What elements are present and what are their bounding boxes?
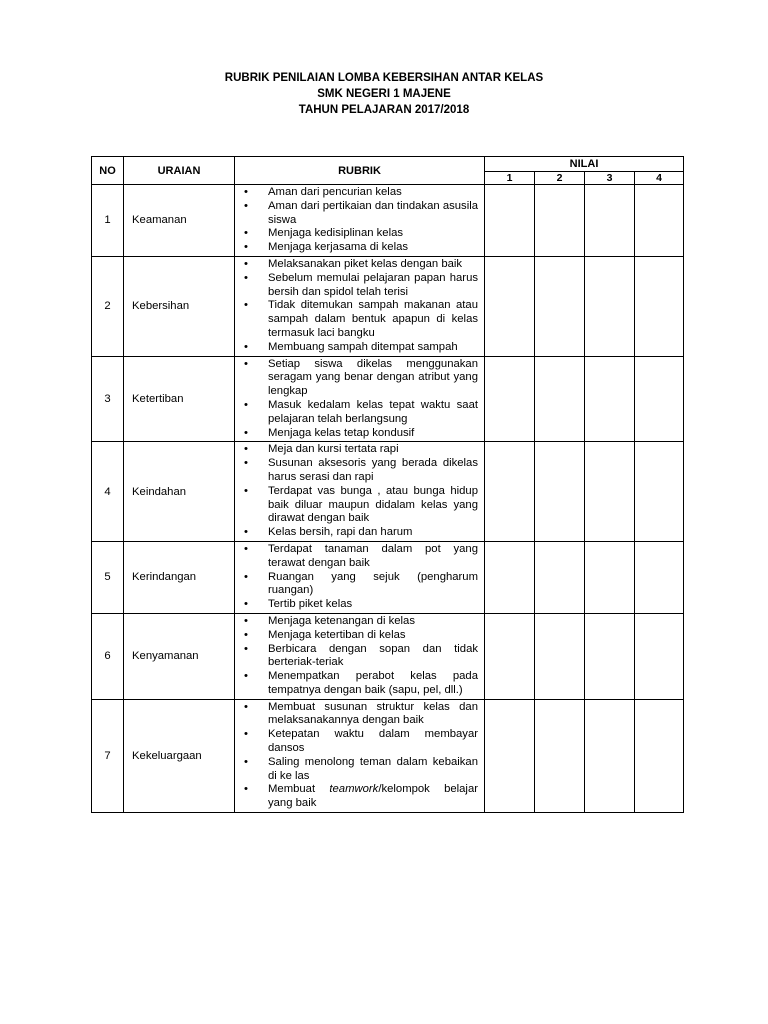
score-cell-4[interactable] bbox=[635, 256, 684, 356]
score-cell-4[interactable] bbox=[635, 442, 684, 542]
bullet-icon: • bbox=[244, 728, 248, 741]
rubric-cell bbox=[235, 185, 485, 257]
rubric-item bbox=[235, 756, 478, 784]
rubric-item-text-italic: teamwork bbox=[329, 783, 379, 796]
rubric-item bbox=[235, 643, 478, 671]
score-cell-2[interactable] bbox=[535, 699, 585, 812]
header-uraian: URAIAN bbox=[124, 157, 235, 185]
bullet-icon: • bbox=[244, 443, 248, 456]
rubric-item bbox=[235, 258, 478, 272]
rubric-item-text: Terdapat tanaman dalam pot yang terawat dengan baik bbox=[268, 542, 478, 569]
score-cell-3[interactable] bbox=[585, 442, 635, 542]
score-cell-1[interactable] bbox=[485, 699, 535, 812]
rubric-item-text: Meja dan kursi tertata rapi bbox=[268, 443, 399, 456]
rubric-item-text: Menjaga kerjasama di kelas bbox=[268, 241, 409, 254]
bullet-icon: • bbox=[244, 241, 248, 254]
table-row bbox=[92, 699, 684, 812]
rubric-item-text: Menjaga ketertiban di kelas bbox=[268, 628, 406, 641]
nilai-score-2: 2 bbox=[535, 172, 585, 185]
rubric-item bbox=[235, 629, 478, 643]
bullet-icon: • bbox=[244, 570, 248, 583]
rubric-list bbox=[235, 443, 478, 540]
table-row bbox=[92, 442, 684, 542]
rubric-item bbox=[235, 399, 478, 427]
table-row bbox=[92, 541, 684, 613]
bullet-icon: • bbox=[244, 257, 248, 270]
row-number: 4 bbox=[92, 442, 124, 542]
criterion-name: Kebersihan bbox=[124, 256, 235, 356]
rubric-list bbox=[235, 258, 478, 355]
bullet-icon: • bbox=[244, 357, 248, 370]
criterion-name: Ketertiban bbox=[124, 356, 235, 442]
rubric-item bbox=[235, 526, 478, 540]
nilai-score-4: 4 bbox=[635, 172, 684, 185]
score-cell-3[interactable] bbox=[585, 256, 635, 356]
bullet-icon: • bbox=[244, 186, 248, 198]
bullet-icon: • bbox=[244, 614, 248, 627]
rubric-item-text: Tertib piket kelas bbox=[268, 598, 353, 611]
score-cell-4[interactable] bbox=[635, 356, 684, 442]
score-cell-3[interactable] bbox=[585, 541, 635, 613]
rubric-item bbox=[235, 427, 478, 441]
bullet-icon: • bbox=[244, 199, 248, 212]
score-cell-2[interactable] bbox=[535, 541, 585, 613]
score-cell-2[interactable] bbox=[535, 356, 585, 442]
rubric-item-text: Kelas bersih, rapi dan harum bbox=[268, 526, 413, 539]
score-cell-2[interactable] bbox=[535, 256, 585, 356]
score-cell-2[interactable] bbox=[535, 185, 585, 257]
header-nilai: NILAI bbox=[485, 157, 684, 172]
rubric-item bbox=[235, 543, 478, 571]
row-number: 3 bbox=[92, 356, 124, 442]
rubric-item-text: Ketepatan waktu dalam membayar dansos bbox=[268, 728, 478, 755]
rubric-item-text: Aman dari pencurian kelas bbox=[268, 186, 402, 198]
rubric-item-text: Masuk kedalam kelas tepat waktu saat pelajaran telah berlangsung bbox=[268, 398, 478, 425]
rubric-cell bbox=[235, 541, 485, 613]
rubric-item bbox=[235, 571, 478, 599]
school-name: SMK NEGERI 1 MAJENE bbox=[317, 88, 451, 100]
academic-year: TAHUN PELAJARAN 2017/2018 bbox=[298, 104, 470, 116]
rubric-list bbox=[235, 358, 478, 441]
rubric-item-text: Membuang sampah ditempat sampah bbox=[268, 340, 458, 353]
score-cell-4[interactable] bbox=[635, 185, 684, 257]
rubric-item-text: Terdapat vas bunga , atau bunga hidup baik diluar maupun didalam kelas yang dirawat dengan baik bbox=[268, 484, 478, 525]
score-cell-1[interactable] bbox=[485, 356, 535, 442]
rubric-item bbox=[235, 783, 478, 811]
table-row bbox=[92, 356, 684, 442]
rubric-item-text: Tidak ditemukan sampah makanan atau sampah dalam bentuk apapun di kelas termasuk laci bangku bbox=[268, 299, 478, 339]
bullet-icon: • bbox=[244, 227, 248, 240]
rubric-item-text-after: /kelompok belajar yang baik bbox=[268, 783, 478, 810]
rubric-item-text: Sebelum memulai pelajaran papan harus bersih dan spidol telah terisi bbox=[268, 271, 478, 298]
bullet-icon: • bbox=[244, 783, 248, 796]
rubric-item-text: Membuat susunan struktur kelas dan melaksanakannya dengan baik bbox=[268, 700, 478, 727]
rubric-item bbox=[235, 227, 478, 241]
rubric-cell bbox=[235, 356, 485, 442]
bullet-icon: • bbox=[244, 700, 248, 713]
rubric-item-text: Menjaga kelas tetap kondusif bbox=[268, 426, 415, 439]
header-no: NO bbox=[92, 157, 124, 185]
bullet-icon: • bbox=[244, 628, 248, 641]
bullet-icon: • bbox=[244, 340, 248, 353]
criterion-name: Kenyamanan bbox=[124, 613, 235, 699]
bullet-icon: • bbox=[244, 526, 248, 539]
rubric-item-text: Berbicara dengan sopan dan tidak berteriak-teriak bbox=[268, 642, 478, 669]
rubric-item bbox=[235, 341, 478, 355]
rubric-list bbox=[235, 615, 478, 698]
table-row bbox=[92, 613, 684, 699]
bullet-icon: • bbox=[244, 426, 248, 439]
rubric-item bbox=[235, 241, 478, 255]
rubric-body bbox=[92, 185, 684, 813]
score-cell-1[interactable] bbox=[485, 442, 535, 542]
criterion-name: Kekeluargaan bbox=[124, 699, 235, 812]
rubric-item bbox=[235, 485, 478, 526]
header-rubrik: RUBRIK bbox=[235, 157, 485, 185]
bullet-icon: • bbox=[244, 642, 248, 655]
criterion-name: Kerindangan bbox=[124, 541, 235, 613]
rubric-item bbox=[235, 615, 478, 629]
rubric-list bbox=[235, 543, 478, 612]
score-cell-1[interactable] bbox=[485, 256, 535, 356]
row-number: 2 bbox=[92, 256, 124, 356]
rubric-item bbox=[235, 598, 478, 612]
rubric-item bbox=[235, 358, 478, 399]
row-number: 7 bbox=[92, 699, 124, 812]
score-cell-1[interactable] bbox=[485, 541, 535, 613]
rubric-item bbox=[235, 728, 478, 756]
rubric-item bbox=[235, 299, 478, 340]
table-row bbox=[92, 256, 684, 356]
rubric-item-text: Susunan aksesoris yang berada dikelas harus serasi dan rapi bbox=[268, 457, 478, 483]
rubric-item-text: Saling menolong teman dalam kebaikan di ke las bbox=[268, 755, 478, 782]
rubric-list bbox=[235, 701, 478, 811]
score-cell-4[interactable] bbox=[635, 541, 684, 613]
rubric-item bbox=[235, 200, 478, 228]
rubric-item-text: Melaksanakan piket kelas dengan baik bbox=[268, 257, 463, 270]
criterion-name: Keindahan bbox=[124, 442, 235, 542]
score-cell-3[interactable] bbox=[585, 185, 635, 257]
bullet-icon: • bbox=[244, 271, 248, 284]
row-number: 5 bbox=[92, 541, 124, 613]
nilai-score-1: 1 bbox=[485, 172, 535, 185]
rubric-item bbox=[235, 186, 478, 200]
score-cell-1[interactable] bbox=[485, 185, 535, 257]
rubric-item-text: Setiap siswa dikelas menggunakan seragam yang benar dengan atribut yang lengkap bbox=[268, 357, 478, 398]
rubric-item bbox=[235, 457, 478, 485]
bullet-icon: • bbox=[244, 457, 248, 470]
bullet-icon: • bbox=[244, 398, 248, 411]
bullet-icon: • bbox=[244, 484, 248, 497]
rubric-item-text: Menempatkan perabot kelas pada tempatnya dengan baik (sapu, pel, dll.) bbox=[268, 670, 478, 696]
document-header bbox=[0, 70, 768, 118]
score-cell-3[interactable] bbox=[585, 356, 635, 442]
rubric-item bbox=[235, 670, 478, 698]
score-cell-2[interactable] bbox=[535, 613, 585, 699]
rubric-list bbox=[235, 186, 478, 255]
score-cell-3[interactable] bbox=[585, 699, 635, 812]
rubric-cell bbox=[235, 613, 485, 699]
bullet-icon: • bbox=[244, 542, 248, 555]
nilai-score-3: 3 bbox=[585, 172, 635, 185]
bullet-icon: • bbox=[244, 299, 248, 312]
rubric-item-text: Aman dari pertikaian dan tindakan asusila siswa bbox=[268, 199, 478, 226]
rubric-item-text: Menjaga ketenangan di kelas bbox=[268, 614, 415, 627]
rubric-item-text-before: Membuat bbox=[268, 783, 330, 796]
score-cell-4[interactable] bbox=[635, 613, 684, 699]
row-number: 6 bbox=[92, 613, 124, 699]
rubric-item bbox=[235, 701, 478, 729]
bullet-icon: • bbox=[244, 755, 248, 768]
criterion-name: Keamanan bbox=[124, 185, 235, 257]
score-cell-3[interactable] bbox=[585, 613, 635, 699]
rubric-cell bbox=[235, 256, 485, 356]
rubric-item bbox=[235, 272, 478, 300]
bullet-icon: • bbox=[244, 670, 248, 683]
rubric-table bbox=[91, 156, 684, 813]
score-cell-1[interactable] bbox=[485, 613, 535, 699]
rubric-cell bbox=[235, 699, 485, 812]
score-cell-2[interactable] bbox=[535, 442, 585, 542]
rubric-item bbox=[235, 443, 478, 457]
table-row bbox=[92, 185, 684, 257]
row-number: 1 bbox=[92, 185, 124, 257]
rubric-item-text: Ruangan yang sejuk (pengharum ruangan) bbox=[268, 570, 478, 597]
rubric-item-text: Menjaga kedisiplinan kelas bbox=[268, 227, 404, 240]
score-cell-4[interactable] bbox=[635, 699, 684, 812]
rubric-cell bbox=[235, 442, 485, 542]
document-title: RUBRIK PENILAIAN LOMBA KEBERSIHAN ANTAR KELAS bbox=[224, 72, 544, 84]
bullet-icon: • bbox=[244, 598, 248, 611]
